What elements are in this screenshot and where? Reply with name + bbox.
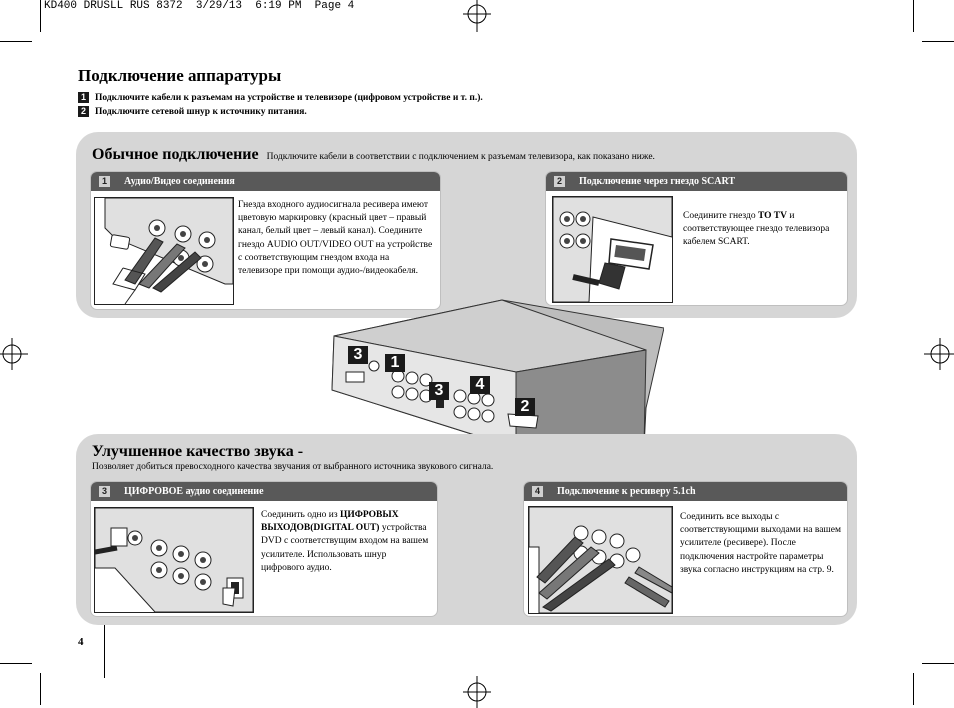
digital-illustration xyxy=(94,507,254,613)
scart-cable-illustration-icon xyxy=(553,197,672,302)
digital-cable-illustration-icon xyxy=(95,508,253,612)
card-title: Подключение к ресиверу 5.1ch xyxy=(557,486,696,497)
card-number: 3 xyxy=(99,486,110,497)
av-illustration xyxy=(94,197,234,305)
section-title: Обычное подключение xyxy=(92,146,259,163)
step-item xyxy=(78,106,307,117)
section-subtitle: Подключите кабели в соответствии с подключением к разъемам телевизора, как показано ниже. xyxy=(266,152,655,162)
step-text: Подключите кабели к разъемам на устройстве и телевизоре (цифровом устройстве и т. п.). xyxy=(95,92,483,103)
crop-mark xyxy=(922,41,954,42)
crop-mark xyxy=(913,673,914,705)
crop-mark xyxy=(0,663,32,664)
digital-audio-text xyxy=(261,509,431,575)
registration-mark-icon xyxy=(922,336,954,372)
device-label: 3 xyxy=(348,346,368,364)
enhanced-sound-subheading: Позволяет добиться превосходного качества звучания от выбранного источника звукового сигнала. xyxy=(92,462,494,472)
device-label: 2 xyxy=(515,398,535,416)
card-title: Подключение через гнездо SCART xyxy=(579,176,736,187)
av-cable-illustration-icon xyxy=(95,198,233,304)
text-segment: устройства DVD с соответствущим входом на вашем усилителе. Использовать шнур цифрового аудио. xyxy=(261,523,429,573)
receiver-cable-illustration-icon xyxy=(529,507,672,613)
text-segment: Соединить одно из xyxy=(261,510,340,520)
card-header xyxy=(524,482,847,501)
crop-mark xyxy=(922,663,954,664)
card-header xyxy=(91,482,437,501)
to-tv-label: TO TV xyxy=(757,211,787,221)
crop-mark xyxy=(40,673,41,705)
page-title: Подключение аппаратуры xyxy=(78,66,282,85)
text-segment: Соедините гнездо xyxy=(683,211,758,221)
device-label: 3 xyxy=(429,382,449,400)
av-connection-text: Гнезда входного аудиосигнала ресивера имеют цветовую маркировку (красный цвет – правый канал, белый цвет – левый канал). Соедините гнездо AUDIO OUT/VIDEO OUT на устройстве с соответствующим гнездом входа на телевизоре при помощи аудио-/видеокабеля. xyxy=(238,200,433,277)
text-segment: и соответствующее гнездо телевизора кабелем SCART. xyxy=(683,211,830,248)
registration-mark-icon xyxy=(459,0,495,36)
card-title: ЦИФРОВОЕ аудио соединение xyxy=(124,486,264,497)
scart-illustration xyxy=(552,196,673,303)
card-header xyxy=(91,172,440,191)
crop-mark xyxy=(913,0,914,32)
step-number: 1 xyxy=(78,92,89,103)
card-number: 1 xyxy=(99,176,110,187)
device-label: 4 xyxy=(470,376,490,394)
device-label: 1 xyxy=(385,354,405,372)
card-number: 4 xyxy=(532,486,543,497)
registration-mark-icon xyxy=(459,672,495,708)
basic-connection-heading xyxy=(92,146,655,164)
scart-connection-text xyxy=(683,210,841,250)
enhanced-sound-heading: Улучшенное качество звука - xyxy=(92,443,304,460)
step-item xyxy=(78,92,483,103)
receiver-illustration xyxy=(528,506,673,614)
crop-mark xyxy=(40,0,41,32)
digital-out-label: ЦИФРОВЫХ ВЫХОДОВ(DIGITAL OUT) xyxy=(261,510,399,534)
crop-mark xyxy=(0,41,32,42)
registration-mark-icon xyxy=(0,336,32,372)
page-number: 4 xyxy=(78,636,84,648)
step-number: 2 xyxy=(78,106,89,117)
card-title: Аудио/Видео соединения xyxy=(124,176,235,187)
card-number: 2 xyxy=(554,176,565,187)
step-text: Подключите сетевой шнур к источнику питания. xyxy=(95,106,307,117)
receiver-connection-text: Соединить все выходы с соответствующими выходами на вашем усилителе (ресивере). После подключения настройте параметры звука согласно инструкциям на стр. 9. xyxy=(680,512,841,575)
print-header: KD400 DRUSLL RUS 8372 3/29/13 6:19 PM Page 4 xyxy=(44,0,355,12)
card-header xyxy=(546,172,847,191)
